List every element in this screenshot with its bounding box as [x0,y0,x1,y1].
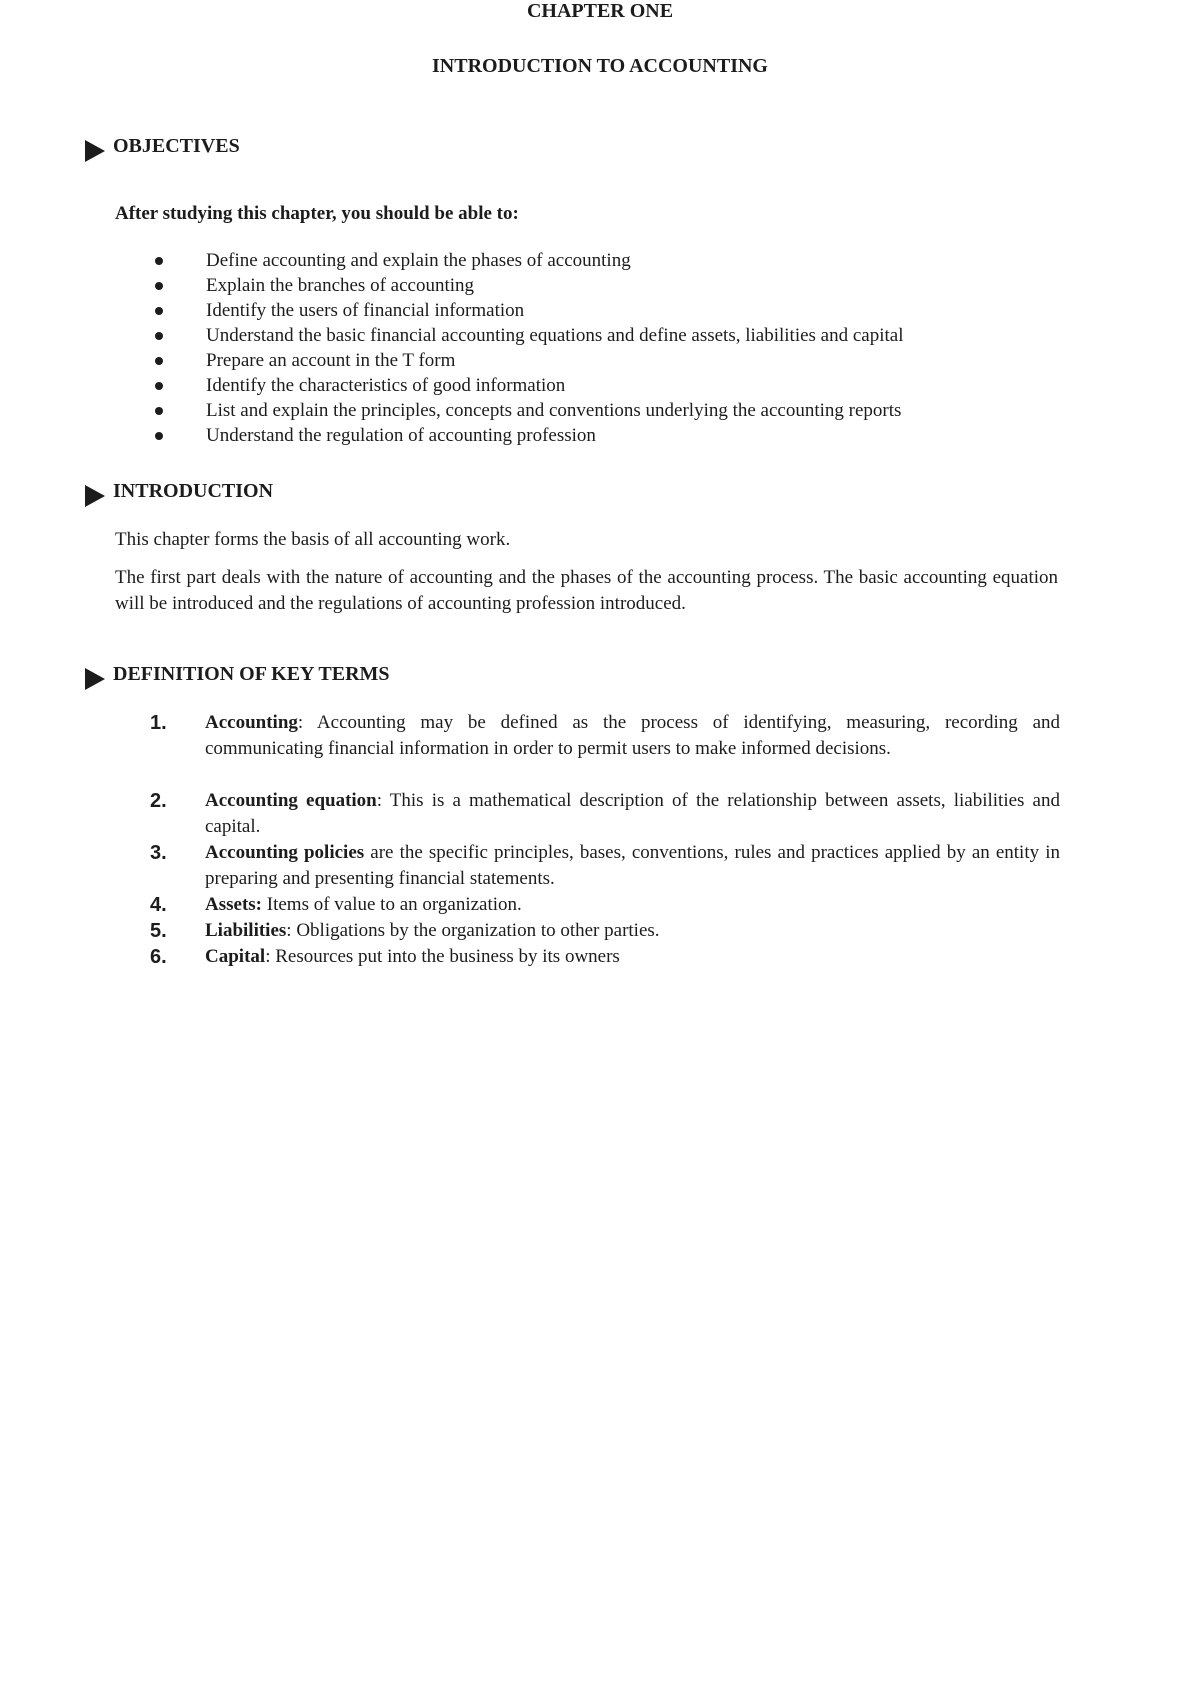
definition-item [150,710,1060,762]
definition-item [150,918,1060,944]
objectives-heading [85,130,240,162]
list-item: Explain the branches of accounting [155,273,904,298]
objectives-lead: After studying this chapter, you should be able to: [115,203,519,224]
chapter-title: INTRODUCTION TO ACCOUNTING [432,55,768,77]
list-item: Prepare an account in the T form [155,348,904,373]
definition-body [205,892,1060,918]
introduction-paragraph-1: This chapter forms the basis of all accounting work. [115,529,511,550]
definition-text: are the specific principles, bases, conventions, rules and practices applied by an entity in preparing and presenting financial statements. [205,842,1060,889]
bullet-icon [155,382,163,390]
list-item: Identify the users of financial information [155,298,904,323]
objectives-list [155,248,904,448]
definition-item [150,944,1060,970]
definition-term: Accounting equation [205,790,377,811]
definition-body [205,918,1060,944]
list-item: Define accounting and explain the phases of accounting [155,248,904,273]
item-number: 1. [150,712,167,734]
introduction-heading-text: INTRODUCTION [113,479,274,502]
item-number: 6. [150,946,167,968]
introduction-paragraph-2: The first part deals with the nature of accounting and the phases of the accounting process. The basic accounting equation will be introduced and the regulations of accounting profession introduced. [115,567,1058,614]
definition-body [205,944,1060,970]
bullet-icon [155,307,163,315]
bullet-icon [155,432,163,440]
definition-term: Accounting [205,712,298,733]
definition-term: Liabilities [205,920,287,941]
bullet-icon [155,407,163,415]
bullet-icon [155,332,163,340]
definition-item [150,788,1060,840]
definition-text: : This is a mathematical description of the relationship between assets, liabilities and capital. [205,790,1060,837]
arrow-icon [85,485,105,507]
item-number: 3. [150,842,167,864]
definition-term: Accounting policies [205,842,365,863]
bullet-icon [155,257,163,265]
definition-body [205,710,1060,762]
list-item: Identify the characteristics of good information [155,373,904,398]
bullet-icon [155,282,163,290]
key-terms-heading [85,658,390,690]
definition-term: Assets: [205,894,262,915]
definition-text: : Accounting may be defined as the process of identifying, measuring, recording and communicating financial information in order to permit users to make informed decisions. [205,712,1060,759]
list-item: Understand the regulation of accounting profession [155,423,904,448]
list-item: Understand the basic financial accounting equations and define assets, liabilities and capital [155,323,904,348]
definition-body [205,840,1060,892]
item-number: 2. [150,790,167,812]
definition-body [205,788,1060,840]
key-terms-list [150,710,1060,970]
bullet-icon [155,357,163,365]
definition-item [150,892,1060,918]
definition-text: : Obligations by the organization to other parties. [286,920,660,941]
introduction-heading [85,475,273,507]
key-terms-heading-text: DEFINITION OF KEY TERMS [113,662,390,685]
item-number: 5. [150,920,167,942]
chapter-label: CHAPTER ONE [526,0,674,22]
definition-term: Capital [205,946,266,967]
list-item: List and explain the principles, concepts and conventions underlying the accounting reports [155,398,904,423]
item-number: 4. [150,894,167,916]
arrow-icon [85,668,105,690]
definition-text: Items of value to an organization. [262,894,522,915]
objectives-heading-text: OBJECTIVES [113,134,240,157]
arrow-icon [85,140,105,162]
definition-text: : Resources put into the business by its owners [265,946,620,967]
definition-item [150,840,1060,892]
